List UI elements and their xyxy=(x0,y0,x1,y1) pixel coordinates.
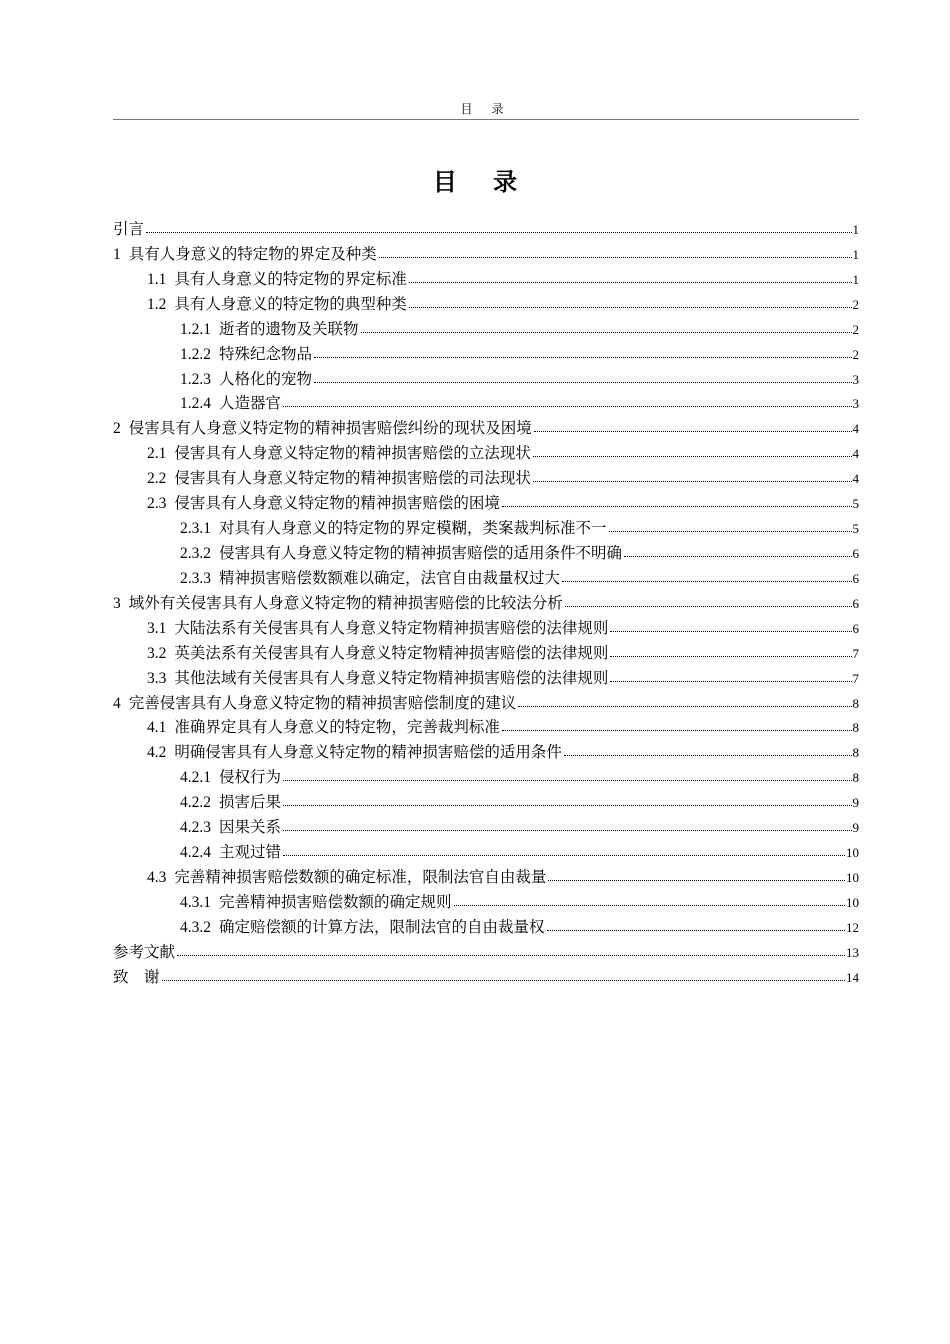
toc-entry[interactable] xyxy=(113,667,859,692)
toc-entry-page: 7 xyxy=(852,670,859,686)
toc-entry-number: 2.1 xyxy=(147,445,167,463)
toc-entry[interactable] xyxy=(113,866,859,891)
toc-entry-label: 大陆法系有关侵害具有人身意义特定物精神损害赔偿的法律规则 xyxy=(174,619,609,637)
dot-leader xyxy=(518,705,851,707)
toc-entry[interactable] xyxy=(113,368,859,393)
toc-entry[interactable] xyxy=(113,766,859,791)
running-header: 目 录 xyxy=(460,102,512,116)
toc-entry-page: 12 xyxy=(846,919,859,935)
toc-entry-number: 4.3.2 xyxy=(180,918,211,936)
toc-entry-number: 4.2.3 xyxy=(180,819,211,837)
toc-entry[interactable] xyxy=(113,567,859,592)
toc-entry-page: 1 xyxy=(852,246,859,262)
toc-entry-page: 13 xyxy=(846,944,859,960)
dot-leader xyxy=(283,804,851,806)
toc-entry-number: 3.3 xyxy=(147,669,167,687)
dot-leader xyxy=(409,306,852,308)
toc-entry-number: 1.2.1 xyxy=(180,320,211,338)
toc-entry[interactable] xyxy=(113,542,859,567)
toc-entry-label: 人造器官 xyxy=(219,395,282,413)
toc-entry-page: 8 xyxy=(852,695,859,711)
toc-entry-number: 3 xyxy=(113,594,121,612)
toc-entry[interactable] xyxy=(113,941,859,966)
toc-entry-number: 4.2.4 xyxy=(180,844,211,862)
toc-entry[interactable] xyxy=(113,841,859,866)
toc-entry[interactable] xyxy=(113,392,859,417)
toc-entry[interactable] xyxy=(113,293,859,318)
toc-entry[interactable] xyxy=(113,592,859,617)
toc-entry-label: 确定赔偿额的计算方法，限制法官的自由裁量权 xyxy=(219,918,545,936)
dot-leader xyxy=(454,904,845,906)
toc-entry[interactable] xyxy=(113,318,859,343)
dot-leader xyxy=(409,281,852,283)
table-of-contents xyxy=(113,218,859,991)
dot-leader xyxy=(314,381,851,383)
toc-entry-page: 10 xyxy=(846,845,859,861)
dot-leader xyxy=(610,680,851,682)
toc-entry-page: 9 xyxy=(852,795,859,811)
toc-entry-label: 引言 xyxy=(113,221,145,238)
toc-entry-label: 侵害具有人身意义特定物的精神损害赔偿的困境 xyxy=(174,495,500,513)
toc-entry-page: 4 xyxy=(852,421,859,437)
toc-entry[interactable] xyxy=(113,492,859,517)
toc-entry-number: 4.2.2 xyxy=(180,794,211,812)
dot-leader xyxy=(562,580,851,582)
toc-entry-label: 致 谢 xyxy=(113,968,160,986)
dot-leader xyxy=(162,979,845,981)
toc-entry-page: 2 xyxy=(852,321,859,337)
toc-entry-label: 精神损害赔偿数额难以确定，法官自由裁量权过大 xyxy=(219,569,561,587)
dot-leader xyxy=(177,954,845,956)
toc-entry[interactable] xyxy=(113,741,859,766)
toc-entry-number: 1.2.3 xyxy=(180,370,211,388)
toc-entry-page: 2 xyxy=(852,346,859,362)
toc-entry-number: 2 xyxy=(113,420,121,438)
dot-leader xyxy=(624,555,851,557)
toc-entry[interactable] xyxy=(113,268,859,293)
toc-entry-label: 完善精神损害赔偿数额的确定标准，限制法官自由裁量 xyxy=(174,868,547,886)
toc-entry-label: 完善侵害具有人身意义特定物的精神损害赔偿制度的建议 xyxy=(128,694,517,712)
toc-entry[interactable] xyxy=(113,343,859,368)
toc-entry-page: 4 xyxy=(852,446,859,462)
toc-entry-label: 逝者的遗物及关联物 xyxy=(219,320,359,338)
toc-entry-number: 4.3 xyxy=(147,868,167,886)
dot-leader xyxy=(361,331,852,333)
toc-entry-number: 4.1 xyxy=(147,719,167,737)
toc-entry-number: 1.2.2 xyxy=(180,345,211,363)
toc-entry-page: 7 xyxy=(852,645,859,661)
toc-entry-page: 10 xyxy=(846,894,859,910)
header-rule xyxy=(113,119,859,120)
toc-entry-number: 1 xyxy=(113,245,121,263)
toc-entry-page: 14 xyxy=(846,969,859,985)
dot-leader xyxy=(610,655,851,657)
dot-leader xyxy=(564,754,852,756)
dot-leader xyxy=(314,356,851,358)
toc-entry[interactable] xyxy=(113,243,859,268)
toc-entry-page: 8 xyxy=(852,745,859,761)
toc-entry[interactable] xyxy=(113,467,859,492)
toc-entry-label: 具有人身意义的特定物的典型种类 xyxy=(174,295,407,313)
toc-entry-label: 完善精神损害赔偿数额的确定规则 xyxy=(219,893,452,911)
dot-leader xyxy=(146,231,851,233)
toc-entry-label: 其他法域有关侵害具有人身意义特定物精神损害赔偿的法律规则 xyxy=(174,669,609,687)
toc-entry[interactable] xyxy=(113,617,859,642)
toc-entry[interactable] xyxy=(113,791,859,816)
toc-entry-number: 4.2 xyxy=(147,744,167,762)
toc-entry[interactable] xyxy=(113,716,859,741)
toc-entry-number: 2.2 xyxy=(147,470,167,488)
toc-entry-page: 2 xyxy=(852,296,859,312)
toc-entry-page: 8 xyxy=(852,770,859,786)
toc-entry-label: 英美法系有关侵害具有人身意义特定物精神损害赔偿的法律规则 xyxy=(174,644,609,662)
toc-entry-page: 3 xyxy=(852,371,859,387)
toc-entry-number: 1.2 xyxy=(147,295,167,313)
toc-entry-number: 1.2.4 xyxy=(180,395,211,413)
toc-entry[interactable] xyxy=(113,218,859,243)
toc-entry-label: 具有人身意义的特定物的界定及种类 xyxy=(128,245,377,263)
toc-entry-label: 特殊纪念物品 xyxy=(219,345,313,363)
toc-entry-page: 6 xyxy=(852,570,859,586)
dot-leader xyxy=(283,779,851,781)
toc-entry-number: 4.3.1 xyxy=(180,893,211,911)
dot-leader xyxy=(534,430,852,432)
toc-entry[interactable] xyxy=(113,692,859,717)
dot-leader xyxy=(609,530,852,532)
toc-entry-page: 10 xyxy=(846,869,859,885)
toc-entry-number: 2.3 xyxy=(147,495,167,513)
toc-entry-number: 2.3.1 xyxy=(180,520,211,538)
dot-leader xyxy=(547,929,845,931)
toc-entry[interactable] xyxy=(113,816,859,841)
toc-entry-label: 域外有关侵害具有人身意义特定物的精神损害赔偿的比较法分析 xyxy=(128,594,563,612)
toc-entry-label: 对具有人身意义的特定物的界定模糊，类案裁判标准不一 xyxy=(219,520,607,538)
toc-entry-label: 侵害具有人身意义特定物的精神损害赔偿的司法现状 xyxy=(174,470,531,488)
dot-leader xyxy=(533,455,852,457)
dot-leader xyxy=(533,480,852,482)
toc-entry-number: 4 xyxy=(113,694,121,712)
dot-leader xyxy=(502,505,852,507)
toc-entry[interactable] xyxy=(113,442,859,467)
toc-entry[interactable] xyxy=(113,517,859,542)
toc-entry-label: 主观过错 xyxy=(219,844,282,862)
toc-entry-number: 3.2 xyxy=(147,644,167,662)
toc-entry-label: 人格化的宠物 xyxy=(219,370,313,388)
toc-entry-page: 9 xyxy=(852,820,859,836)
dot-leader xyxy=(283,854,845,856)
dot-leader xyxy=(283,829,851,831)
toc-entry[interactable] xyxy=(113,642,859,667)
toc-entry-page: 8 xyxy=(852,720,859,736)
toc-entry-label: 侵害具有人身意义特定物的精神损害赔偿的适用条件不明确 xyxy=(219,544,623,562)
toc-entry-label: 侵害具有人身意义特定物的精神损害赔偿的立法现状 xyxy=(174,445,531,463)
toc-entry-page: 6 xyxy=(852,545,859,561)
toc-entry-label: 损害后果 xyxy=(219,794,282,812)
toc-entry-number: 3.1 xyxy=(147,619,167,637)
toc-entry-number: 2.3.2 xyxy=(180,544,211,562)
page-title: 目 录 xyxy=(432,168,532,196)
toc-entry-page: 1 xyxy=(852,222,859,237)
toc-entry-number: 1.1 xyxy=(147,270,167,288)
toc-entry-label: 侵害具有人身意义特定物的精神损害赔偿纠纷的现状及困境 xyxy=(128,420,532,438)
toc-entry-label: 因果关系 xyxy=(219,819,282,837)
toc-entry-page: 5 xyxy=(852,496,859,512)
toc-entry-page: 1 xyxy=(852,271,859,287)
toc-entry-label: 参考文献 xyxy=(113,943,176,961)
toc-entry-label: 侵权行为 xyxy=(219,769,282,787)
toc-entry-number: 2.3.3 xyxy=(180,569,211,587)
dot-leader xyxy=(610,630,851,632)
toc-entry-label: 具有人身意义的特定物的界定标准 xyxy=(174,270,407,288)
dot-leader xyxy=(548,879,845,881)
dot-leader xyxy=(502,729,852,731)
toc-entry-page: 6 xyxy=(852,595,859,611)
dot-leader xyxy=(565,605,852,607)
toc-entry-page: 6 xyxy=(852,620,859,636)
toc-entry[interactable] xyxy=(113,417,859,442)
toc-entry-page: 5 xyxy=(852,521,859,537)
toc-entry-page: 3 xyxy=(852,396,859,412)
dot-leader xyxy=(283,405,851,407)
toc-entry-label: 准确界定具有人身意义的特定物，完善裁判标准 xyxy=(174,719,500,737)
toc-entry[interactable] xyxy=(113,916,859,941)
toc-entry[interactable] xyxy=(113,966,859,991)
toc-entry[interactable] xyxy=(113,891,859,916)
toc-entry-label: 明确侵害具有人身意义特定物的精神损害赔偿的适用条件 xyxy=(174,744,562,762)
toc-entry-number: 4.2.1 xyxy=(180,769,211,787)
toc-entry-page: 4 xyxy=(852,471,859,487)
dot-leader xyxy=(379,256,852,258)
